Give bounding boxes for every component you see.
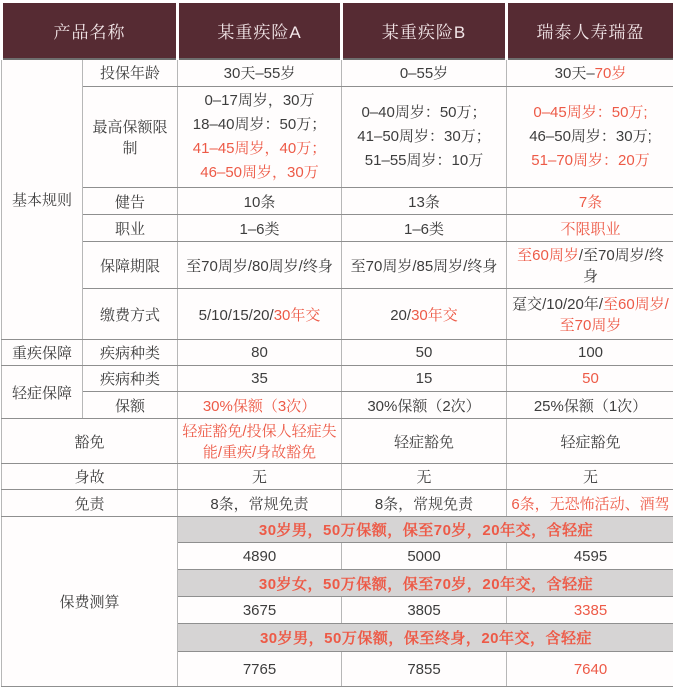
insure-age-c-black: 30天– bbox=[555, 65, 595, 82]
max-limit-b-line3: 51–55周岁：10万 bbox=[345, 149, 503, 173]
payment-c-red: 至60周岁/至70周岁 bbox=[560, 296, 669, 334]
header-product-a: 某重疾险A bbox=[178, 2, 342, 59]
cell-coverage-period-a: 至70周岁/80周岁/终身 bbox=[178, 242, 342, 289]
cell-ci-disease-count-a: 80 bbox=[178, 340, 342, 366]
cell-payment-method-a bbox=[178, 289, 342, 340]
max-limit-a-line4: 46–50周岁，30万 bbox=[181, 161, 338, 185]
coverage-period-c-black: /至70周岁/终身 bbox=[579, 247, 664, 285]
section-exemption: 免责 bbox=[2, 490, 178, 517]
payment-a-red: 30年交 bbox=[274, 307, 321, 324]
row-label-insure-age: 投保年龄 bbox=[83, 59, 178, 87]
payment-b-red: 30年交 bbox=[411, 307, 458, 324]
cell-mi-disease-count-b: 15 bbox=[342, 366, 507, 392]
max-limit-a-line2: 18–40周岁：50万； bbox=[181, 113, 338, 137]
cell-mi-disease-count-c: 50 bbox=[507, 366, 673, 392]
cell-death-c: 无 bbox=[507, 464, 673, 490]
cell-health-notice-c: 7条 bbox=[507, 188, 673, 215]
cell-exemption-b: 8条，常规免责 bbox=[342, 490, 507, 517]
row-label-mi-disease-count: 疾病种类 bbox=[83, 366, 178, 392]
cell-premium3-a: 7765 bbox=[178, 652, 342, 687]
cell-premium1-a: 4890 bbox=[178, 543, 342, 570]
cell-payment-method-c bbox=[507, 289, 673, 340]
cell-death-a: 无 bbox=[178, 464, 342, 490]
cell-premium3-c: 7640 bbox=[507, 652, 673, 687]
cell-premium2-b: 3805 bbox=[342, 597, 507, 624]
row-label-max-limit: 最高保额限制 bbox=[83, 87, 178, 188]
cell-occupation-a: 1–6类 bbox=[178, 215, 342, 242]
cell-exemption-c: 6条，无恐怖活动、酒驾 bbox=[507, 490, 673, 517]
section-waiver: 豁免 bbox=[2, 419, 178, 464]
payment-b-black: 20/ bbox=[390, 307, 411, 324]
cell-premium1-b: 5000 bbox=[342, 543, 507, 570]
payment-a-black: 5/10/15/20/ bbox=[199, 307, 274, 324]
cell-insure-age-b: 0–55岁 bbox=[342, 59, 507, 87]
row-label-mi-amount: 保额 bbox=[83, 392, 178, 419]
max-limit-b-line1: 0–40周岁：50万； bbox=[345, 101, 503, 125]
cell-waiver-b: 轻症豁免 bbox=[342, 419, 507, 464]
cell-mi-disease-count-a: 35 bbox=[178, 366, 342, 392]
cell-payment-method-b bbox=[342, 289, 507, 340]
header-product-c: 瑞泰人寿瑞盈 bbox=[507, 2, 673, 59]
row-label-health-notice: 健告 bbox=[83, 188, 178, 215]
cell-health-notice-b: 13条 bbox=[342, 188, 507, 215]
header-product-b: 某重疾险B bbox=[342, 2, 507, 59]
max-limit-a-line1: 0–17周岁，30万 bbox=[181, 89, 338, 113]
cell-max-limit-a bbox=[178, 87, 342, 188]
premium-scenario2-banner: 30岁女，50万保额，保至70岁，20年交，含轻症 bbox=[178, 570, 673, 597]
cell-insure-age-c bbox=[507, 59, 673, 87]
cell-insure-age-a: 30天–55岁 bbox=[178, 59, 342, 87]
cell-death-b: 无 bbox=[342, 464, 507, 490]
cell-waiver-c: 轻症豁免 bbox=[507, 419, 673, 464]
coverage-period-c-red: 至60周岁 bbox=[517, 247, 579, 264]
section-premium-calc: 保费测算 bbox=[2, 517, 178, 687]
cell-occupation-c: 不限职业 bbox=[507, 215, 673, 242]
cell-waiver-a: 轻症豁免/投保人轻症失能/重疾/身故豁免 bbox=[178, 419, 342, 464]
cell-max-limit-b bbox=[342, 87, 507, 188]
max-limit-c-line3: 51–70周岁：20万 bbox=[510, 149, 671, 173]
premium-scenario1-banner: 30岁男，50万保额，保至70岁，20年交，含轻症 bbox=[178, 517, 673, 543]
max-limit-c-line1: 0–45周岁：50万; bbox=[510, 101, 671, 125]
cell-premium1-c: 4595 bbox=[507, 543, 673, 570]
cell-coverage-period-b: 至70周岁/85周岁/终身 bbox=[342, 242, 507, 289]
row-label-occupation: 职业 bbox=[83, 215, 178, 242]
section-mild-illness: 轻症保障 bbox=[2, 366, 83, 419]
cell-premium2-c: 3385 bbox=[507, 597, 673, 624]
cell-premium3-b: 7855 bbox=[342, 652, 507, 687]
cell-max-limit-c bbox=[507, 87, 673, 188]
cell-mi-amount-a: 30%保额（3次） bbox=[178, 392, 342, 419]
section-critical-illness: 重疾保障 bbox=[2, 340, 83, 366]
row-label-payment-method: 缴费方式 bbox=[83, 289, 178, 340]
cell-ci-disease-count-b: 50 bbox=[342, 340, 507, 366]
cell-coverage-period-c bbox=[507, 242, 673, 289]
cell-exemption-a: 8条，常规免责 bbox=[178, 490, 342, 517]
payment-c-black: 趸交/10/20年/ bbox=[512, 296, 603, 313]
premium-scenario3-banner: 30岁男，50万保额，保至终身，20年交，含轻症 bbox=[178, 624, 673, 652]
header-product-name: 产品名称 bbox=[2, 2, 178, 59]
insure-age-c-red: 70岁 bbox=[595, 65, 627, 82]
cell-occupation-b: 1–6类 bbox=[342, 215, 507, 242]
cell-mi-amount-b: 30%保额（2次） bbox=[342, 392, 507, 419]
max-limit-c-line2: 46–50周岁：30万; bbox=[510, 125, 671, 149]
max-limit-a-line3: 41–45周岁，40万； bbox=[181, 137, 338, 161]
max-limit-b-line2: 41–50周岁：30万； bbox=[345, 125, 503, 149]
section-basic-rules: 基本规则 bbox=[2, 59, 83, 340]
cell-premium2-a: 3675 bbox=[178, 597, 342, 624]
section-death: 身故 bbox=[2, 464, 178, 490]
row-label-ci-disease-count: 疾病种类 bbox=[83, 340, 178, 366]
row-label-coverage-period: 保障期限 bbox=[83, 242, 178, 289]
cell-health-notice-a: 10条 bbox=[178, 188, 342, 215]
cell-mi-amount-c: 25%保额（1次） bbox=[507, 392, 673, 419]
cell-ci-disease-count-c: 100 bbox=[507, 340, 673, 366]
